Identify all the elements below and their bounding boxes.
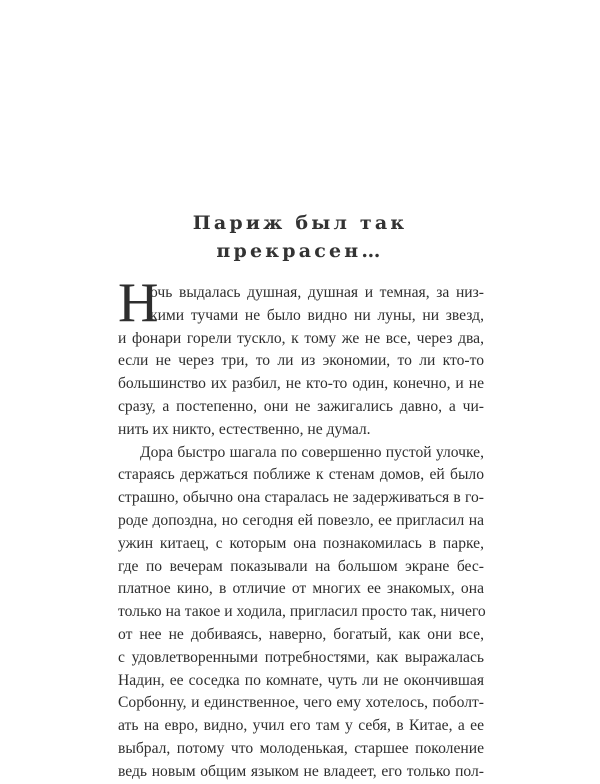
text-line: очь выдалась душная, душная и темная, за низ- <box>150 284 484 301</box>
text-line: роде допоздна, но сегодня ей повезло, ее пригласил на <box>118 511 484 529</box>
text-line: выбрал, потому что молоденькая, старшее поколение <box>118 739 484 757</box>
chapter-title <box>0 209 600 265</box>
chapter-title-line-2: прекрасен… <box>216 240 384 262</box>
text-line: ведь новым общим языком не владеет, его только пол- <box>118 762 484 780</box>
text-line: только на такое и ходила, пригласил просто так, ничего <box>118 603 486 621</box>
text-line: ать на евро, видно, учил его там у себя, в Китае, а ее <box>118 717 484 735</box>
text-line: платное кино, в отличие от многих ее знакомых, она <box>118 580 484 598</box>
text-line: если не через три, то ли из экономии, то ли кто-то <box>118 352 484 370</box>
text-line: стараясь держаться поближе к стенам домов, ей было <box>118 466 484 484</box>
text-line: Сорбонну, и единственное, чего ему хотелось, поболт- <box>118 694 484 712</box>
text-line: нить их никто, естественно, не думал. <box>118 420 371 438</box>
chapter-title-line-1: Париж был так <box>192 212 408 234</box>
text-line: и фонари горели тускло, к тому же не все, через два, <box>118 329 484 347</box>
text-line: Дора быстро шагала по совершенно пустой улочке, <box>140 443 484 461</box>
text-line: кими тучами не было видно ни луны, ни звезд, <box>150 306 484 324</box>
text-line: большинство их разбил, не кто-то один, конечно, и не <box>118 375 484 393</box>
text-line: сразу, а постепенно, они не зажигались давно, а чи- <box>118 397 484 415</box>
text-line: ужин китаец, с которым она познакомилась в парке, <box>118 534 484 552</box>
drop-cap: Н <box>118 272 159 334</box>
text-line: где по вечерам показывали на большом экране бес- <box>118 557 484 575</box>
text-line: с удовлетворенными потребностями, как выражалась <box>118 648 484 666</box>
text-line: от нее не добиваясь, наверно, богатый, как они все, <box>118 625 484 643</box>
paragraph-2 <box>118 442 484 784</box>
text-line: Надин, ее соседка по комнате, чуть ли не окончившая <box>118 671 484 689</box>
text-line: страшно, обычно она старалась не задерживаться в го- <box>118 489 484 507</box>
body-text <box>118 272 486 784</box>
paragraph-1 <box>118 272 484 442</box>
